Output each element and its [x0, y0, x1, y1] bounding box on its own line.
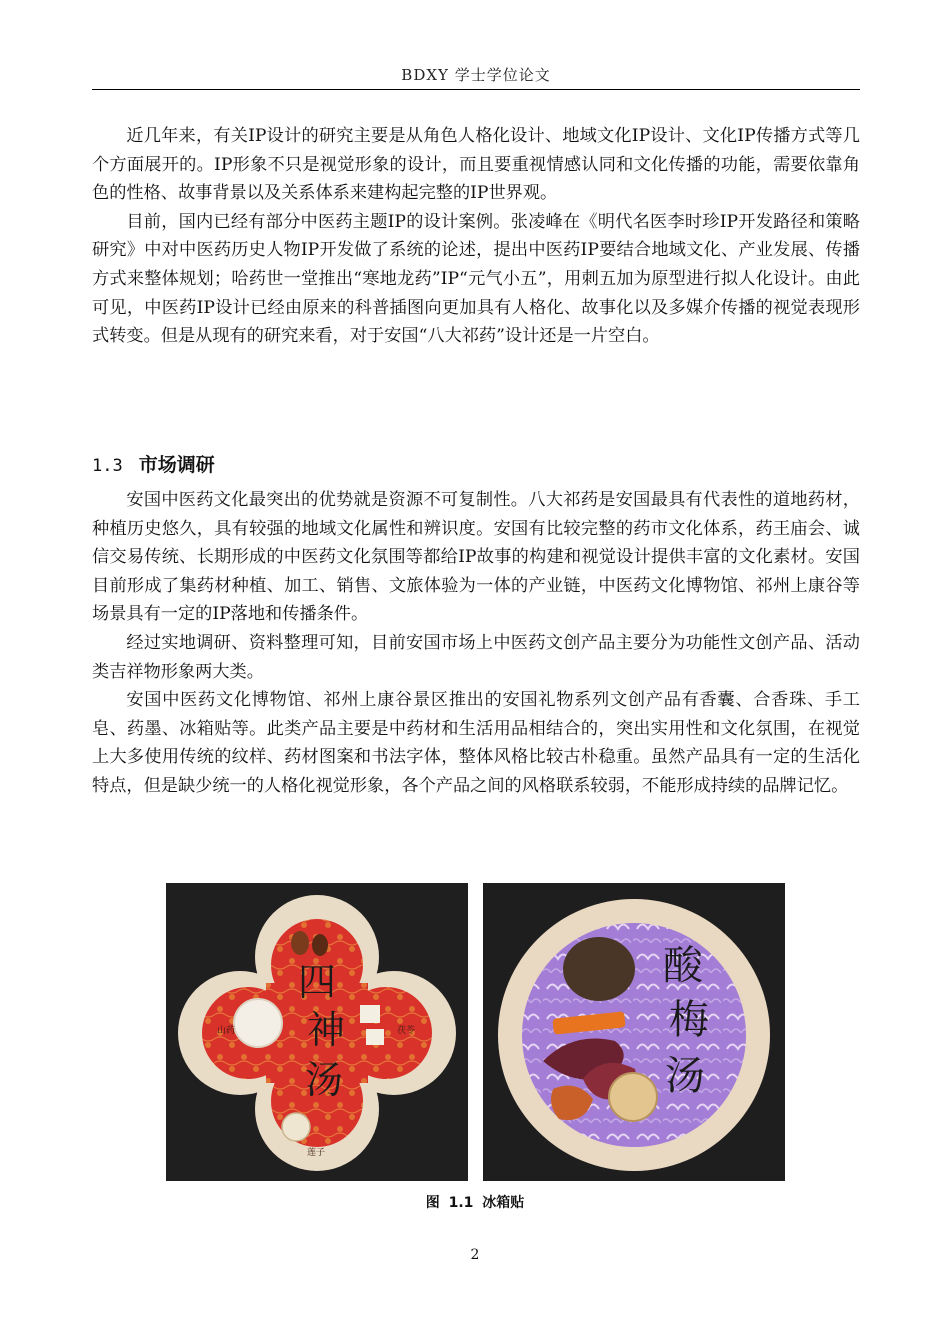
header-rule — [92, 89, 860, 90]
fridge-magnet-photo-sishentang — [166, 883, 468, 1181]
paragraph: 经过实地调研、资料整理可知，目前安国市场上中医药文创产品主要分为功能性文创产品、活动类吉祥物形象两大类。 — [92, 632, 860, 682]
seed-icon — [312, 934, 328, 956]
dried-fruit-icon — [563, 937, 635, 1001]
paragraph: 安国中医药文化最突出的优势就是资源不可复制性。八大祁药是安国最具有代表性的道地药材，种植历史悠久，具有较强的地域文化属性和辨识度。安国有比较完整的药市文化体系，药王庙会、诚信交易传统、长期形成的中医药文化氛围等都给IP故事的构建和视觉设计提供丰富的文化素材。安国目前形成了集药材种植、加工、销售、文旅体验为一体的产业链，中医药文化博物馆、祁州上康谷等场景具有一定的IP落地和传播条件。 — [92, 490, 860, 625]
caption-number: 1.1 — [448, 1195, 474, 1211]
figure-caption — [0, 1192, 950, 1212]
section-2-text — [92, 486, 860, 801]
magnet-char: 梅 — [669, 997, 709, 1043]
herb-slice-icon — [234, 999, 282, 1047]
magnet-small-label: 莲子 — [306, 1148, 326, 1158]
fridge-magnet-photo-suanmeitang — [483, 883, 785, 1181]
section-1-text — [92, 122, 860, 351]
lotus-seed-icon — [282, 1113, 310, 1141]
licorice-slice-icon — [609, 1073, 657, 1121]
magnet-char: 四 — [297, 960, 337, 1004]
herb-cube-icon — [360, 1005, 380, 1023]
herb-cube-icon — [366, 1029, 384, 1045]
running-header: BDXY 学士学位论文 — [401, 66, 551, 84]
page-number: 2 — [470, 1247, 480, 1263]
magnet-char: 汤 — [665, 1053, 705, 1099]
caption-text: 冰箱贴 — [482, 1195, 525, 1211]
magnet-small-label: 山药 — [216, 1026, 236, 1036]
magnet-char: 酸 — [663, 943, 703, 989]
magnet-small-label: 茯苓 — [396, 1026, 416, 1036]
caption-label: 图 — [425, 1195, 440, 1211]
section-number: 1.3 — [92, 456, 123, 476]
section-heading — [92, 452, 215, 479]
section-title: 市场调研 — [138, 454, 215, 476]
seed-icon — [291, 931, 309, 955]
paragraph: 近几年来，有关IP设计的研究主要是从角色人格化设计、地域文化IP设计、文化IP传播方式等几个方面展开的。IP形象不只是视觉形象的设计，而且要重视情感认同和文化传播的功能，需要依靠角色的性格、故事背景以及关系体系来建构起完整的IP世界观。 — [92, 126, 860, 204]
paragraph: 安国中医药文化博物馆、祁州上康谷景区推出的安国礼物系列文创产品有香囊、合香珠、手工皂、药墨、冰箱贴等。此类产品主要是中药材和生活用品相结合的，突出实用性和文化氛围，在视觉上大多使用传统的纹样、药材图案和书法字体，整体风格比较古朴稳重。虽然产品具有一定的生活化特点，但是缺少统一的人格化视觉形象，各个产品之间的风格联系较弱，不能形成持续的品牌记忆。 — [92, 690, 860, 796]
paragraph: 目前，国内已经有部分中医药主题IP的设计案例。张凌峰在《明代名医李时珍IP开发路径和策略研究》中对中医药历史人物IP开发做了系统的论述，提出中医药IP要结合地域文化、产业发展、传播方式来整体规划；哈药世一堂推出“寒地龙药”IP“元气小五”，用刺五加为原型进行拟人化设计。由此可见，中医药IP设计已经由原来的科普插图向更加具有人格化、故事化以及多媒介传播的视觉表现形式转变。但是从现有的研究来看，对于安国“八大祁药”设计还是一片空白。 — [92, 211, 860, 347]
magnet-char: 神 — [306, 1008, 346, 1052]
magnet-char: 汤 — [304, 1058, 344, 1102]
